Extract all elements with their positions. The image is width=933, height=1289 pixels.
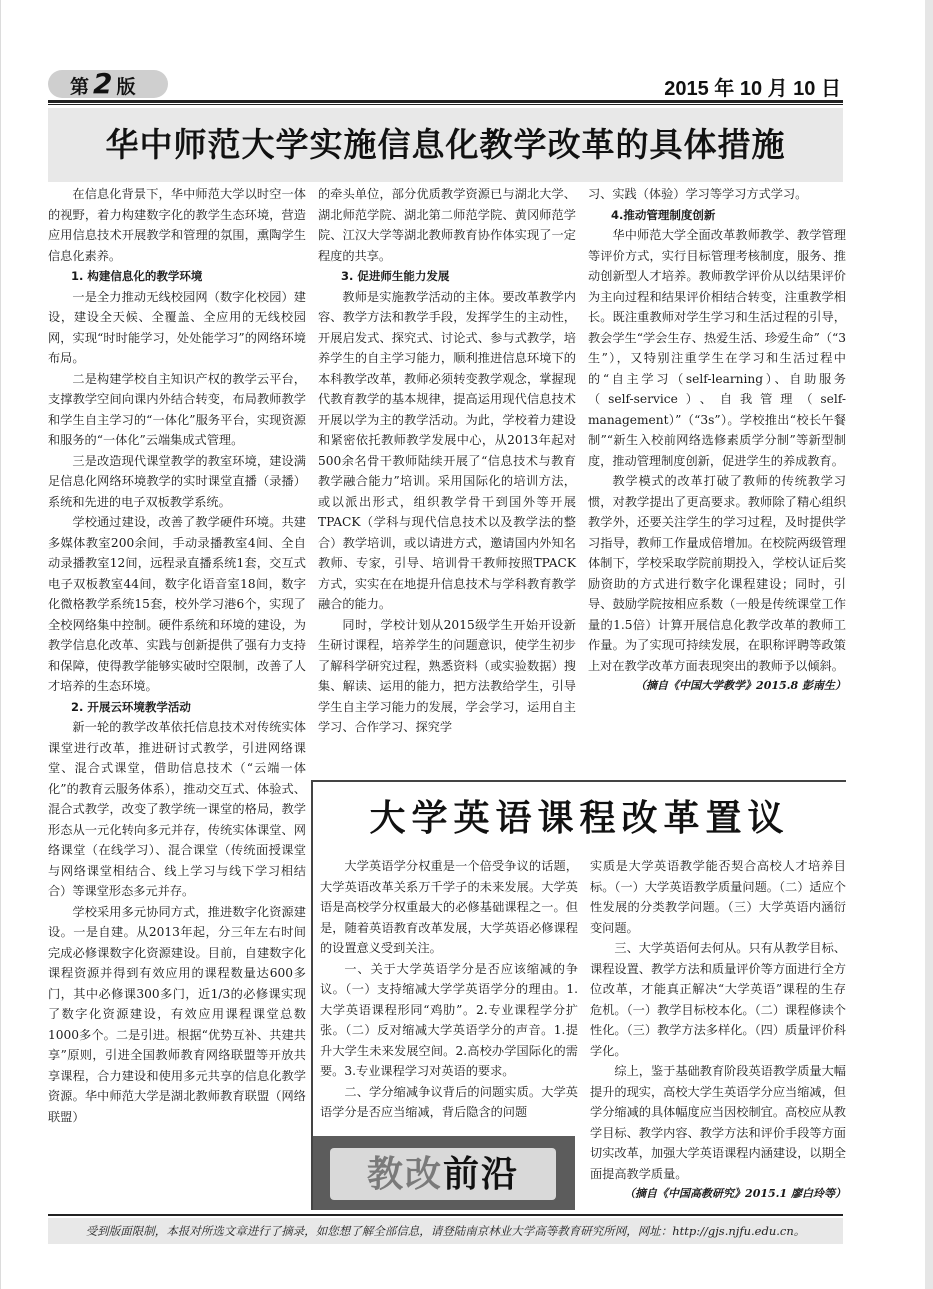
- paragraph: 学校通过建设，改善了教学硬件环境。共建多媒体教室200余间，手动录播教室4间、全自动录播教室12间，远程录直播系统1套，交互式电子双板教室44间，数字化语音室18间，数字化微格教学系统15套，校外学习港6个，实现了全校网络集中控制。硬件系统和环境的建设，为教学信息化改革、实践与创新提供了强有力支持和保障，使得教学能够实破时空限制，改善了人才培养的生态环境。: [48, 515, 306, 693]
- paragraph: 习、实践（体验）学习等学习方式学习。: [588, 187, 808, 201]
- paragraph: 一、关于大学英语学分是否应该缩减的争议。（一）支持缩减大学学英语学分的理由。1.大学英语课程形同“鸡肋”。2.专业课程学分扩张。（二）反对缩减大学英语学分的声音。1.提升大学生未来发展空间。2.高校办学国际化的需要。3.专业课程学习对英语的要求。: [320, 961, 578, 1078]
- article2-column-1: [320, 856, 578, 1123]
- issue-date: 2015 年 10 月 10 日: [664, 78, 841, 100]
- banner-char-c: 前沿: [443, 1153, 520, 1195]
- paragraph: 综上，鉴于基础教育阶段英语教学质量大幅提升的现实，高校大学生英语学分应当缩减，但学分缩减的具体幅度应当因校制宜。高校应从教学目标、教学内容、教学方法和评价手段等方面切实改革，加强大学英语课程内涵建设，以期全面提高教学质量。: [590, 1064, 846, 1181]
- paragraph: 华中师范大学全面改革教师教学、教学管理等评价方式，实行目标管理考核制度，服务、推动创新型人才培养。教师教学评价从以结果评价为主向过程和结果评价相结合转变，注重教学相长。既注重教师对学生学习和生活过程的引导，教会学生“学会生存、热爱生活、珍爱生命”（“3生”），又特别注重学生在学习和生活过程中的“自主学习（self-learning）、自助服务（self-service）、自我管理（self-management）”（“3s”）。学校推出“校长午餐制”“新生入校前网络选修素质学分制”等新型制度，推动管理制度创新，促进学生的养成教育。: [588, 228, 847, 468]
- edition-prefix: 第: [70, 76, 90, 98]
- paragraph: 实质是大学英语教学能否契合高校人才培养目标。（一）大学英语教学质量问题。（二）适应个性发展的分类教学问题。（三）大学英语内涵衍变问题。: [590, 859, 846, 935]
- banner-char-b: 改: [404, 1153, 443, 1195]
- edition-suffix: 版: [116, 76, 136, 98]
- paragraph: 教师是实施教学活动的主体。要改革教学内容、教学方法和教学手段，发挥学生的主动性，开展启发式、探究式、讨论式、参与式教学，培养学生的自主学习能力，顺利推进信息环境下的本科教学改革，教师必须转变教学观念，掌握现代教育教学的基本规律，提高运用现代信息技术开展以学为主的教学活动。为此，学校着力建设和紧密依托教师教学发展中心，从2013年起对500余名骨干教师陆续开展了“信息技术与教育教学融合能力”培训。采用国际化的培训方法，或以派出形式，组织教学骨干到国外等开展TPACK（学科与现代信息技术以及教学法的整合）教学培训，或以请进方式，邀请国内外知名教师、专家，引导、培训骨干教师按照TPACK方式，实实在在地提升信息技术与学科教育教学融合的能力。: [318, 289, 576, 611]
- edition-label: [70, 67, 136, 101]
- banner-char-a: 教: [366, 1153, 405, 1195]
- header-rule-thin: [48, 104, 843, 105]
- footer-note: 受到版面限制，本报对所选文章进行了摘录，如您想了解全部信息，请登陆南京林业大学高等教育研究所网，网址：http://gjs.njfu.edu.cn。: [48, 1218, 843, 1244]
- section-heading: 4.推动管理制度创新: [611, 207, 716, 222]
- paragraph: 一是全力推动无线校园网（数字化校园）建设，建设全天候、全覆盖、全应用的无线校园网，实现“时时能学习，处处能学习”的网络环境布局。: [48, 289, 306, 365]
- footer-rule: [48, 1214, 843, 1216]
- page-edge-left: [0, 0, 1, 1289]
- paragraph: 三是改造现代课堂教学的教室环境，建设满足信息化网络环境教学的实时课堂直播（录播）系统和先进的电子双板教学系统。: [48, 453, 306, 509]
- paragraph: 在信息化背景下，华中师范大学以时空一体的视野，着力构建数字化的教学生态环境，营造应用信息技术开展教学和管理的氛围，熏陶学生信息化素养。: [48, 187, 306, 263]
- article2-title: 大学英语课程改革置议: [369, 797, 790, 839]
- article1-column-2: [318, 184, 576, 738]
- section-heading: 1. 构建信息化的教学环境: [71, 269, 203, 283]
- article1-column-1: [48, 184, 306, 1127]
- page-edge-right: [925, 0, 933, 1289]
- paragraph: 教学模式的改革打破了教师的传统教学习惯，对教学提出了更高要求。教师除了精心组织教学外，还要关注学生的学习过程，及时提供学习指导，教师工作量成倍增加。在校院两级管理体制下，学校采取学院前期投入，学校认证后奖励资助的方式进行数字化课程建设；同时，引导、鼓励学院按相应系数（一般是传统课堂工作量的1.5倍）计算开展信息化教学改革的教师工作量。为了实现可持续发展，在职称评聘等政策上对在教学改革方面表现突出的教师予以倾斜。: [588, 474, 846, 673]
- paragraph: 二是构建学校自主知识产权的教学云平台，支撑教学空间向课内外结合转变，布局教师教学和学生自主学习的“一体化”服务平台，实现资源和服务的“一体化”云端集成式管理。: [48, 371, 306, 447]
- paragraph: 新一轮的教学改革依托信息技术对传统实体课堂进行改革，推进研讨式教学，引进网络课堂、混合式课堂，借助信息技术（“云端一体化”的教育云服务体系），推动交互式、体验式、混合式教学，改变了教学统一课堂的格局，教学形态从一元化转向多元并存，传统实体课堂、网络课堂（在线学习）、混合课堂（传统面授课堂与网络课堂相结合、线上学习与线下学习相结合）等课堂形态多元并存。: [48, 720, 306, 898]
- article2-column-2: [590, 856, 846, 1205]
- reform-frontier-logo: [330, 1148, 556, 1200]
- paragraph: 的牵头单位，部分优质教学资源已与湖北大学、湖北师范学院、湖北第二师范学院、黄冈师范学院、江汉大学等湖北教师教育协作体实现了一定程度的共享。: [318, 187, 576, 263]
- paragraph: 同时，学校计划从2015级学生开始开设新生研讨课程，培养学生的问题意识，使学生初步了解科学研究过程，熟悉资料（或实验数据）搜集、解读、运用的能力，把方法教给学生，引导学生自主学习能力的发展，学会学习，运用自主学习、合作学习、探究学: [318, 617, 576, 734]
- edition-number: 2: [93, 67, 113, 100]
- article1-title: 华中师范大学实施信息化教学改革的具体措施: [105, 125, 786, 164]
- paragraph: 学校采用多元协同方式，推进数字化资源建设。一是自建。从2013年起，分三年左右时间完成必修课数字化资源建设。目前，自建数字化课程资源并得到有效应用的课程数量达600多门，其中必修课300多门，近1/3的必修课实现了数字化资源建设，有效应用课程课堂总数1000多个。二是引进。根据“优势互补、共建共享”原则，引进全国教师教育网络联盟等开放共享课程，合力建设和使用多元共享的信息化教学资源。华中师范大学是湖北教师教育联盟（网络联盟）: [48, 904, 306, 1124]
- source-citation: （摘自《中国大学教学》2015.8 彭南生）: [635, 679, 846, 692]
- article1-column-3: [588, 184, 846, 697]
- paragraph: 大学英语学分权重是一个倍受争议的话题，大学英语改革关系万千学子的未来发展。大学英语是高校学分权重最大的必修基础课程之一。但是，随着英语教育改革发展，大学英语必修课程的设置意义受到关注。: [320, 859, 578, 955]
- source-citation: （摘自《中国高教研究》2015.1 廖白玲等）: [624, 1187, 846, 1200]
- section-heading: 2. 开展云环境教学活动: [71, 699, 191, 714]
- section-heading: 3. 促进师生能力发展: [341, 269, 450, 283]
- article2-frame-top: [311, 780, 846, 782]
- header-rule: [48, 100, 843, 103]
- paragraph: 三、大学英语何去何从。只有从教学目标、课程设置、教学方法和质量评价等方面进行全方位改革，才能真正解决“大学英语”课程的生存危机。（一）教学目标校本化。（二）课程修读个性化。（三）教学方法多样化。（四）质量评价科学化。: [590, 941, 846, 1058]
- paragraph: 二、学分缩减争议背后的问题实质。大学英语学分是否应当缩减，背后隐含的问题: [320, 1084, 578, 1119]
